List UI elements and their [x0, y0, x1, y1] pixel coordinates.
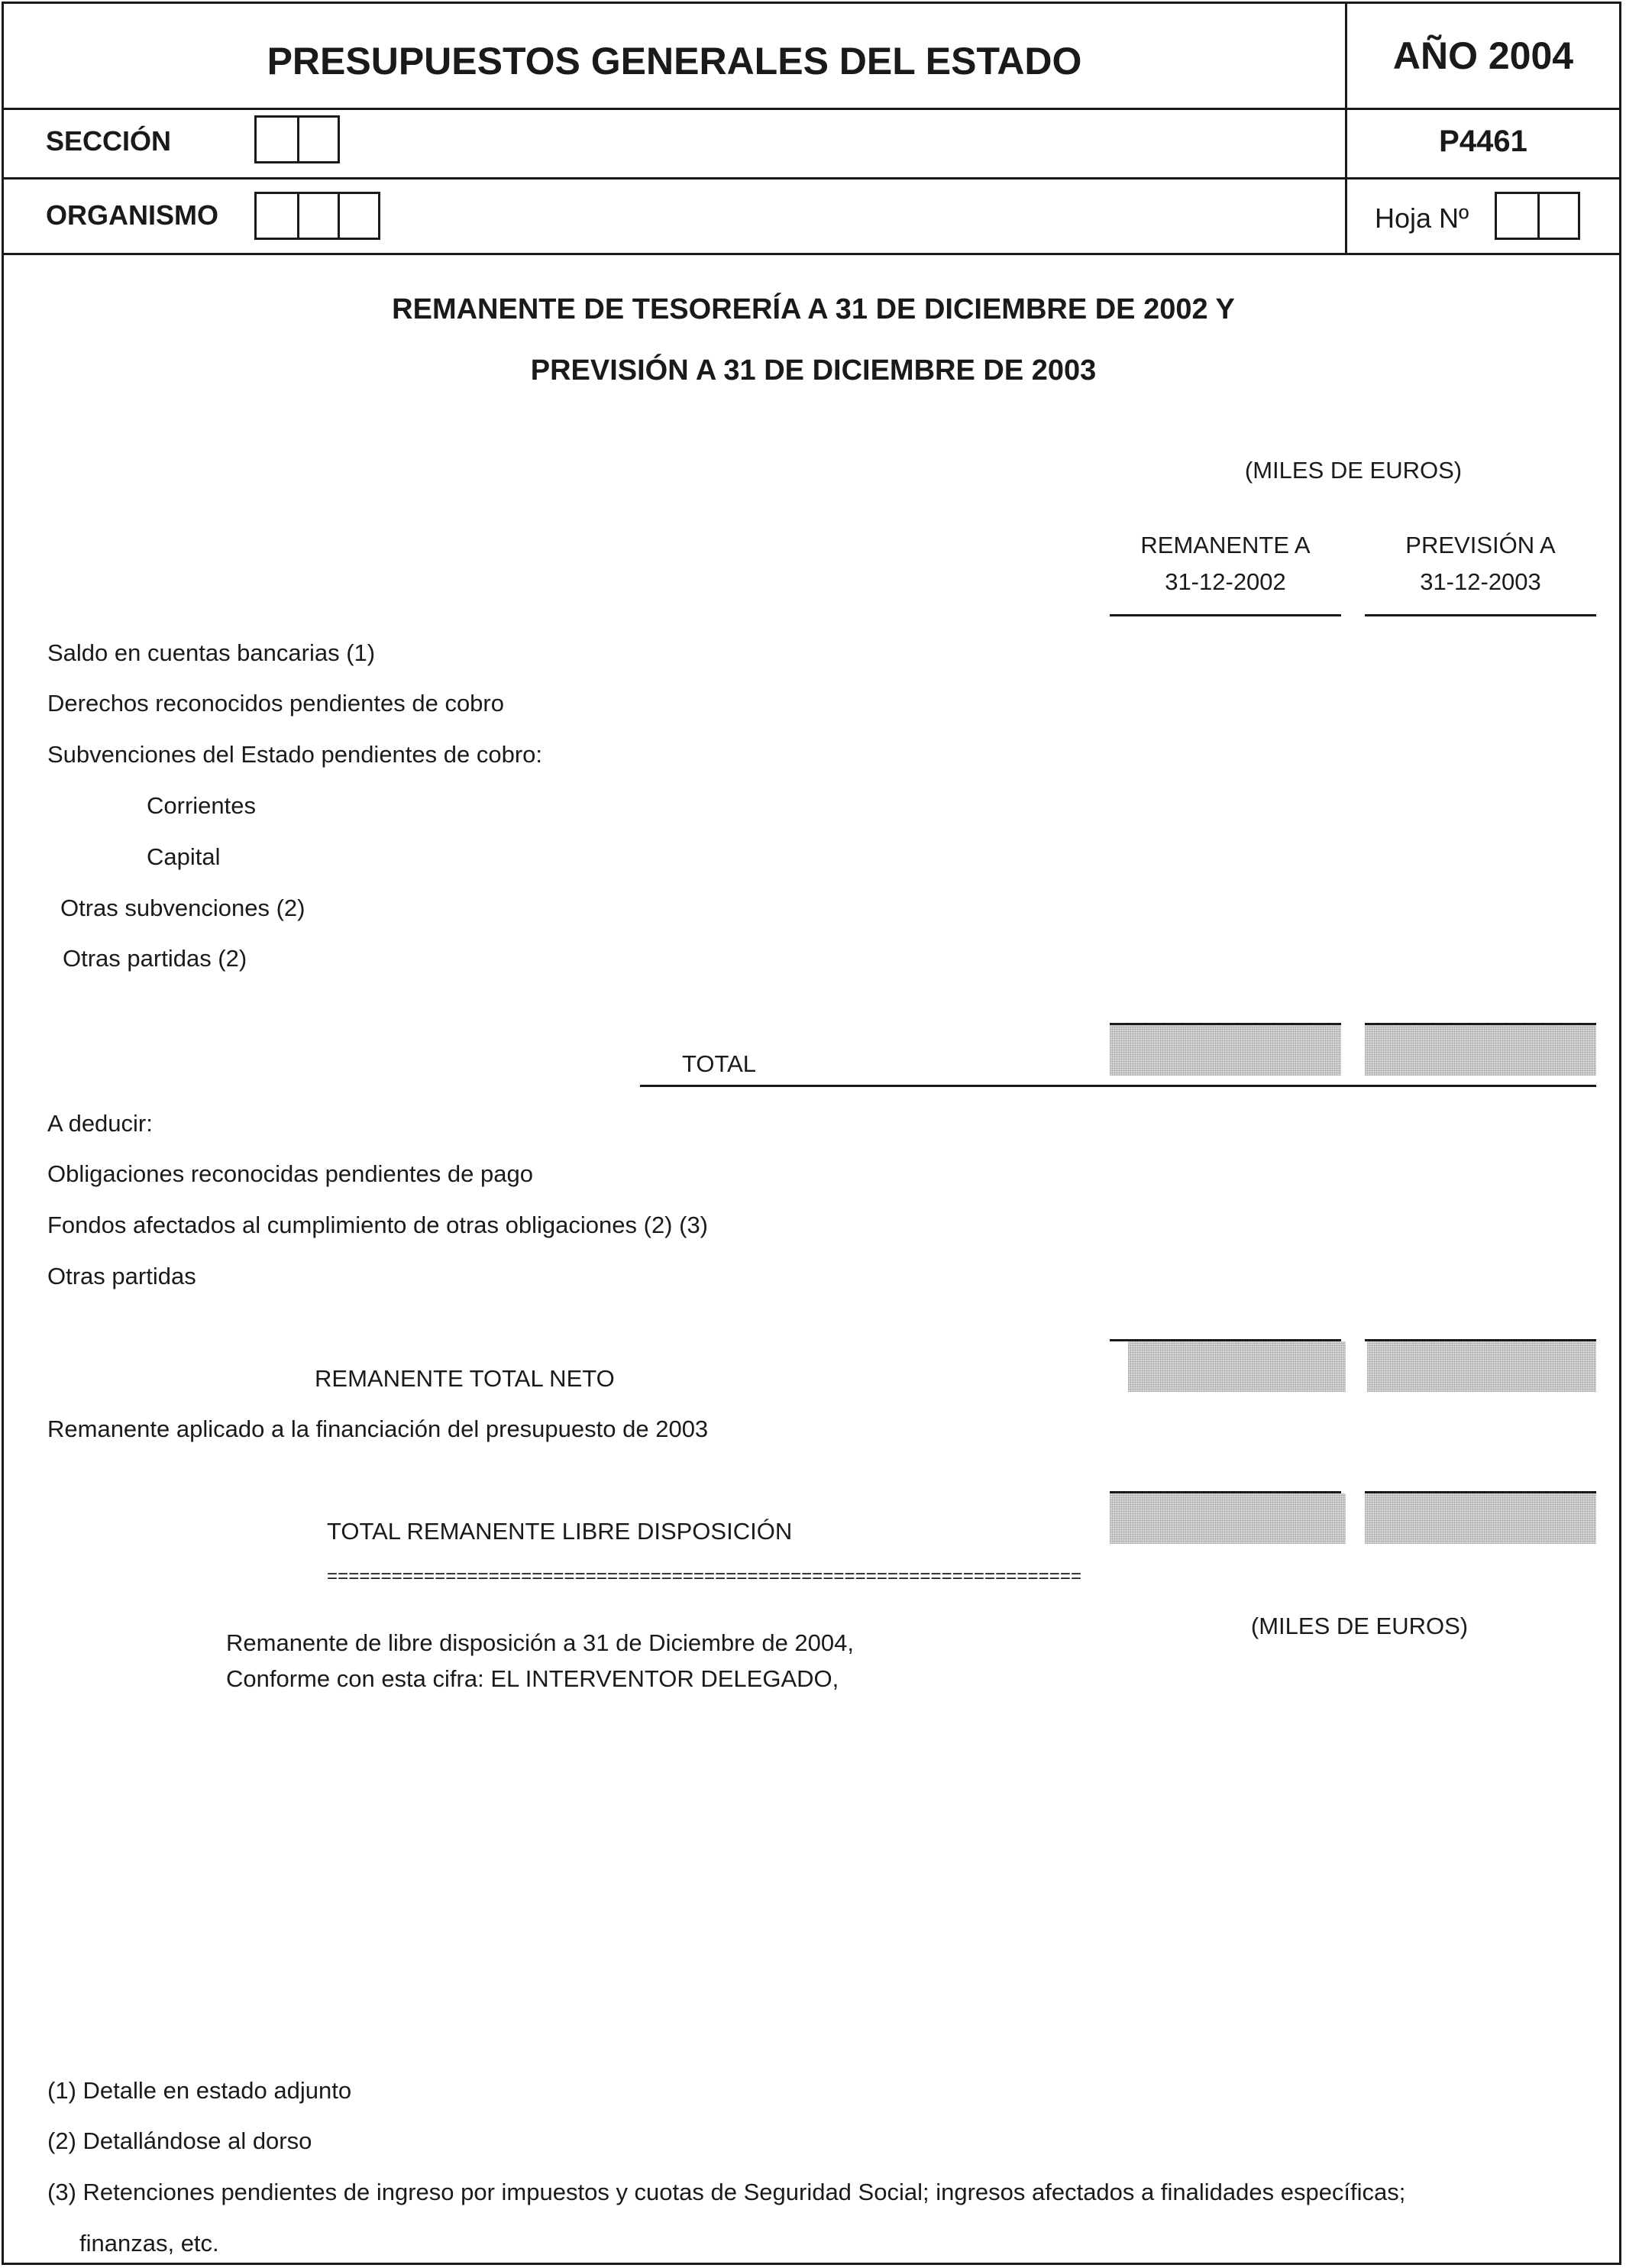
- row-saldo: Saldo en cuentas bancarias (1): [47, 639, 376, 666]
- seccion-label: SECCIÓN: [46, 125, 172, 157]
- seccion-box[interactable]: [297, 118, 338, 161]
- footnote-3: (3) Retenciones pendientes de ingreso por impuestos y cuotas de Seguridad Social; ingresos afectados a finalidades específicas;: [47, 2179, 1406, 2205]
- year-label: AÑO 2004: [1392, 34, 1574, 77]
- seccion-box[interactable]: [257, 118, 297, 161]
- neto-col2-shaded-cell: [1367, 1341, 1596, 1392]
- row-fondos: Fondos afectados al cumplimiento de otras obligaciones (2) (3): [47, 1212, 709, 1238]
- row-obligaciones: Obligaciones reconocidas pendientes de pago: [47, 1160, 533, 1187]
- row-remanente-aplicado: Remanente aplicado a la financiación del presupuesto de 2003: [47, 1415, 709, 1442]
- organismo-box[interactable]: [297, 194, 338, 238]
- col1-heading-line-2: 31-12-2002: [1165, 568, 1286, 595]
- total-label: TOTAL: [682, 1050, 757, 1077]
- units-label: (MILES DE EUROS): [1244, 457, 1463, 484]
- a-deducir-label: A deducir:: [47, 1110, 153, 1137]
- header-divider-3: [2, 253, 1621, 255]
- remanente-neto-label: REMANENTE TOTAL NETO: [315, 1365, 615, 1392]
- row-otras-partidas: Otras partidas (2): [63, 945, 247, 972]
- row-derechos: Derechos reconocidos pendientes de cobro: [47, 690, 504, 717]
- report-title-line-1: REMANENTE DE TESORERÍA A 31 DE DICIEMBRE DE 2002 Y: [392, 293, 1235, 325]
- col1-heading-rule: [1110, 614, 1341, 616]
- organismo-box[interactable]: [338, 194, 378, 238]
- hoja-box[interactable]: [1497, 194, 1537, 238]
- footnote-2: (2) Detallándose al dorso: [47, 2127, 312, 2154]
- organismo-box[interactable]: [257, 194, 297, 238]
- total-col1-shaded-cell: [1110, 1025, 1341, 1076]
- libre-col2-shaded-cell: [1365, 1493, 1596, 1544]
- col1-heading-line-1: REMANENTE A: [1140, 532, 1311, 558]
- footnote-3-continued: finanzas, etc.: [79, 2230, 219, 2257]
- row-corrientes: Corrientes: [147, 792, 256, 819]
- seccion-boxes[interactable]: [254, 115, 340, 163]
- header-divider-1: [2, 108, 1621, 110]
- hoja-boxes[interactable]: [1495, 192, 1580, 240]
- certification-line-2: Conforme con esta cifra: EL INTERVENTOR DELEGADO,: [226, 1665, 839, 1692]
- total-libre-label: TOTAL REMANENTE LIBRE DISPOSICIÓN: [327, 1518, 793, 1545]
- row-otras-subvenciones: Otras subvenciones (2): [60, 895, 305, 921]
- hoja-label: Hoja Nº: [1375, 202, 1469, 234]
- col2-heading-line-2: 31-12-2003: [1420, 568, 1541, 595]
- report-title-line-2: PREVISIÓN A 31 DE DICIEMBRE DE 2003: [530, 354, 1097, 387]
- organismo-boxes[interactable]: [254, 192, 380, 240]
- certification-units-label: (MILES DE EUROS): [1250, 1613, 1469, 1639]
- form-title: PRESUPUESTOS GENERALES DEL ESTADO: [267, 40, 1082, 83]
- page-border: [2, 2, 1621, 2265]
- row-capital: Capital: [147, 843, 221, 870]
- col2-heading-line-1: PREVISIÓN A: [1405, 532, 1556, 558]
- organismo-label: ORGANISMO: [46, 199, 219, 231]
- form-code: P4461: [1439, 125, 1527, 158]
- hoja-box[interactable]: [1537, 194, 1578, 238]
- row-otras-partidas-deducir: Otras partidas: [47, 1263, 196, 1289]
- header-divider-2: [2, 177, 1621, 180]
- footnote-1: (1) Detalle en estado adjunto: [47, 2077, 352, 2104]
- total-col2-shaded-cell: [1365, 1025, 1596, 1076]
- neto-col1-shaded-cell: [1128, 1341, 1346, 1392]
- row-subvenciones: Subvenciones del Estado pendientes de cobro:: [47, 741, 543, 768]
- total-underline: [640, 1085, 1596, 1087]
- equals-separator: ======================================================================: [327, 1566, 1082, 1587]
- certification-line-1: Remanente de libre disposición a 31 de Diciembre de 2004,: [226, 1629, 854, 1656]
- col2-heading-rule: [1365, 614, 1596, 616]
- libre-col1-shaded-cell: [1110, 1493, 1346, 1544]
